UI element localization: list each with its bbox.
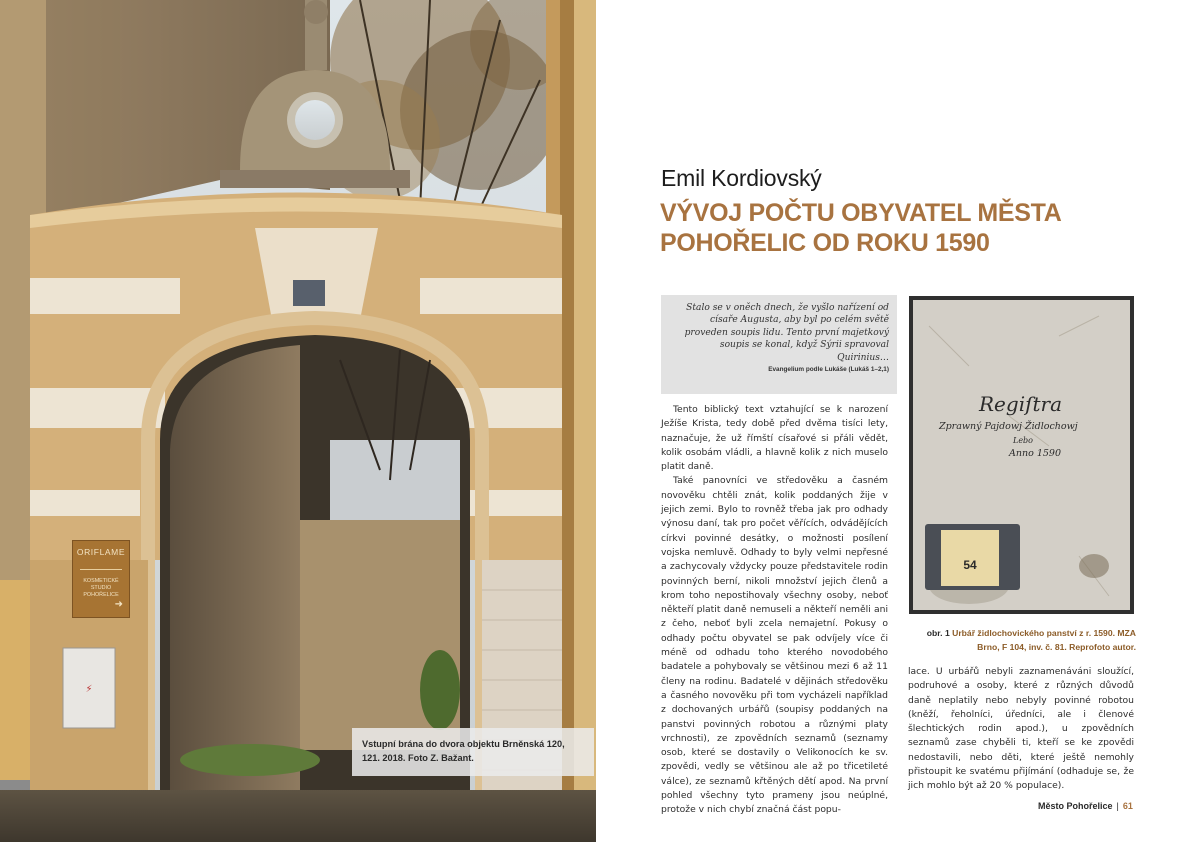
studio-sign [72, 540, 130, 618]
article-title [660, 198, 1100, 258]
page-footer [1038, 801, 1133, 811]
photo-caption: Vstupní brána do dvora objektu Brněnská 120, 121. 2018. Foto Z. Bažant. [362, 739, 565, 763]
title-line-2: POHOŘELIC OD ROKU 1590 [660, 229, 990, 257]
svg-text:⚡: ⚡ [85, 684, 93, 695]
epigraph-source: Evangelium podle Lukáše (Lukáš 1–2,1) [768, 366, 889, 374]
archive-label-number: 54 [963, 558, 977, 572]
footer-magazine: Město Pohořelice [1038, 801, 1113, 811]
sign-brand: ORIFLAME [76, 547, 126, 557]
article-paragraph-1: Tento biblický text vztahující se k narození Ježíše Krista, tedy době před dvěma tisíci lety, naznačuje, že už římští císařové si přáli vědět, kolik osobám vládli, a hlavně kolik z nich muselo platit daně. [661, 404, 888, 473]
figure-doc-line-4: Anno 1590 [1009, 448, 1062, 459]
photo-caption-box [352, 728, 594, 776]
footer-separator: | [1116, 801, 1119, 811]
article-author: Emil Kordiovský [661, 165, 822, 191]
article-column-right [908, 665, 1134, 794]
article-paragraph-3: lace. U urbářů nebyli zaznamenáváni sloužící, podruhové a osoby, které z různých důvodů daně neplatily nebo nebyly povinné robotou (kněží, řeholníci, úředníci, ale i členové šlechtických rodin apod.), u zpovědních seznamů zase chyběli ti, kteří se ke zpovědi nedostavili, nebo děti, které ještě nemohly přistoupit ke svatému přijímání (odhaduje se, že jich mohlo být až 20 % populace). [908, 666, 1134, 792]
arrow-right-icon: ➜ [114, 599, 123, 610]
article-paragraph-2: Také panovníci ve středověku a časném novověku chtěli znát, kolik poddaných žije v jejich zemi. Bylo to rovněž třeba jak pro odhady výnosu daní, tak pro počet věřících, odvádějících církvi povinné desátky, o možnosti posílení vojska nemluvě. Odhady to byly velmi nepřesné a zachycovaly vždycky pouze představitele rodin povinných berní, nikoli množství jejich členů a krom toho nepostihovaly všechny osoby, neboť někteří platit daně nemuseli a někteří neměli ani z čeho, neboť byli zcela nemajetní. Pokusy o odhady počtu obyvatel se pak odvíjely více či méně od odhadu toho kterého novodobého badatele a pohybovaly se většinou mezi 6 až 11 členy na rodinu. Badatelé v dějinách středověku a časného novověku při tom vycházeli například z dochovaných urbářů (soupisy poddaných na panstvi povinných robotou a různými platy vrchnosti), ze zpovědních seznamů (seznamy osob, které se dostavily o Velikonocích ke sv. zpovědi, vedly se většinou ale až po třicetileté válce), ze seznamů křtěných dětí apod. Na první pohled všechny tyto prameny jsou neúplné, protože v nich chybí značná část popu- [661, 475, 888, 816]
archive-label [941, 530, 999, 586]
article-column-left [661, 403, 888, 818]
epigraph-quote: Stalo se v oněch dnech, že vyšlo nařízení od císaře Augusta, aby byl po celém světě proveden soupis lidu. Tento první majetkový soupis se konal, když Sýrii spravoval Quirinius… [684, 303, 889, 363]
page-number: 61 [1122, 801, 1133, 811]
figure-doc-line-3: Lebo [1013, 436, 1033, 445]
sign-line-1: KOSMETICKÉ STUDIO [83, 578, 119, 591]
sign-line-2: POHOŘELICE [83, 592, 119, 598]
epigraph-box [661, 295, 897, 394]
figure-caption-text: Urbář židlochovického panství z r. 1590. MZA Brno, F 104, inv. č. 81. Reprofoto autor. [952, 628, 1136, 652]
figure-caption-number: obr. 1 [926, 628, 950, 638]
figure-urbar-scan [909, 296, 1134, 614]
figure-caption [909, 626, 1136, 654]
title-line-1: VÝVOJ POČTU OBYVATEL MĚSTA [660, 199, 1062, 227]
figure-doc-line-1: Regiſtra [979, 392, 1063, 416]
figure-doc-line-2: Zprawný Pajdowj Židlochowj [939, 421, 1078, 432]
